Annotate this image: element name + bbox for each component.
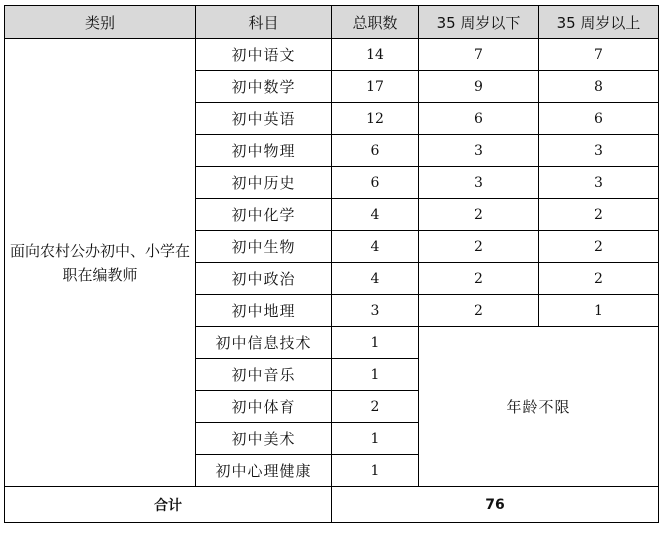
total-cell: 6 bbox=[332, 167, 419, 199]
under35-cell: 7 bbox=[419, 39, 539, 71]
subject-cell: 初中英语 bbox=[196, 103, 332, 135]
subject-cell: 初中政治 bbox=[196, 263, 332, 295]
under35-cell: 9 bbox=[419, 71, 539, 103]
header-under-35: 35 周岁以下 bbox=[419, 6, 539, 39]
over35-cell: 6 bbox=[539, 103, 659, 135]
category-cell: 面向农村公办初中、小学在职在编教师 bbox=[5, 39, 196, 487]
under35-cell: 3 bbox=[419, 135, 539, 167]
total-value: 76 bbox=[332, 487, 659, 523]
over35-cell: 3 bbox=[539, 167, 659, 199]
total-cell: 4 bbox=[332, 263, 419, 295]
age-unlimited-cell: 年龄不限 bbox=[419, 327, 659, 487]
subject-cell: 初中音乐 bbox=[196, 359, 332, 391]
header-total: 总职数 bbox=[332, 6, 419, 39]
under35-cell: 2 bbox=[419, 295, 539, 327]
over35-cell: 2 bbox=[539, 199, 659, 231]
subject-cell: 初中地理 bbox=[196, 295, 332, 327]
total-cell: 1 bbox=[332, 359, 419, 391]
table-row bbox=[5, 39, 659, 71]
total-cell: 14 bbox=[332, 39, 419, 71]
under35-cell: 3 bbox=[419, 167, 539, 199]
subject-cell: 初中历史 bbox=[196, 167, 332, 199]
over35-cell: 7 bbox=[539, 39, 659, 71]
over35-cell: 1 bbox=[539, 295, 659, 327]
subject-cell: 初中体育 bbox=[196, 391, 332, 423]
subject-cell: 初中数学 bbox=[196, 71, 332, 103]
subject-cell: 初中语文 bbox=[196, 39, 332, 71]
subject-cell: 初中信息技术 bbox=[196, 327, 332, 359]
total-cell: 17 bbox=[332, 71, 419, 103]
under35-cell: 2 bbox=[419, 231, 539, 263]
over35-cell: 2 bbox=[539, 263, 659, 295]
subject-cell: 初中化学 bbox=[196, 199, 332, 231]
subject-cell: 初中心理健康 bbox=[196, 455, 332, 487]
under35-cell: 6 bbox=[419, 103, 539, 135]
total-cell: 1 bbox=[332, 423, 419, 455]
total-cell: 4 bbox=[332, 231, 419, 263]
header-category: 类别 bbox=[5, 6, 196, 39]
subject-cell: 初中生物 bbox=[196, 231, 332, 263]
subject-cell: 初中美术 bbox=[196, 423, 332, 455]
total-cell: 6 bbox=[332, 135, 419, 167]
total-cell: 1 bbox=[332, 455, 419, 487]
header-over-35: 35 周岁以上 bbox=[539, 6, 659, 39]
teacher-quota-table bbox=[4, 5, 659, 523]
over35-cell: 8 bbox=[539, 71, 659, 103]
under35-cell: 2 bbox=[419, 199, 539, 231]
total-label: 合计 bbox=[5, 487, 332, 523]
total-cell: 4 bbox=[332, 199, 419, 231]
total-row bbox=[5, 487, 659, 523]
header-row bbox=[5, 6, 659, 39]
total-cell: 3 bbox=[332, 295, 419, 327]
total-cell: 2 bbox=[332, 391, 419, 423]
total-cell: 12 bbox=[332, 103, 419, 135]
header-subject: 科目 bbox=[196, 6, 332, 39]
total-cell: 1 bbox=[332, 327, 419, 359]
under35-cell: 2 bbox=[419, 263, 539, 295]
subject-cell: 初中物理 bbox=[196, 135, 332, 167]
over35-cell: 3 bbox=[539, 135, 659, 167]
over35-cell: 2 bbox=[539, 231, 659, 263]
